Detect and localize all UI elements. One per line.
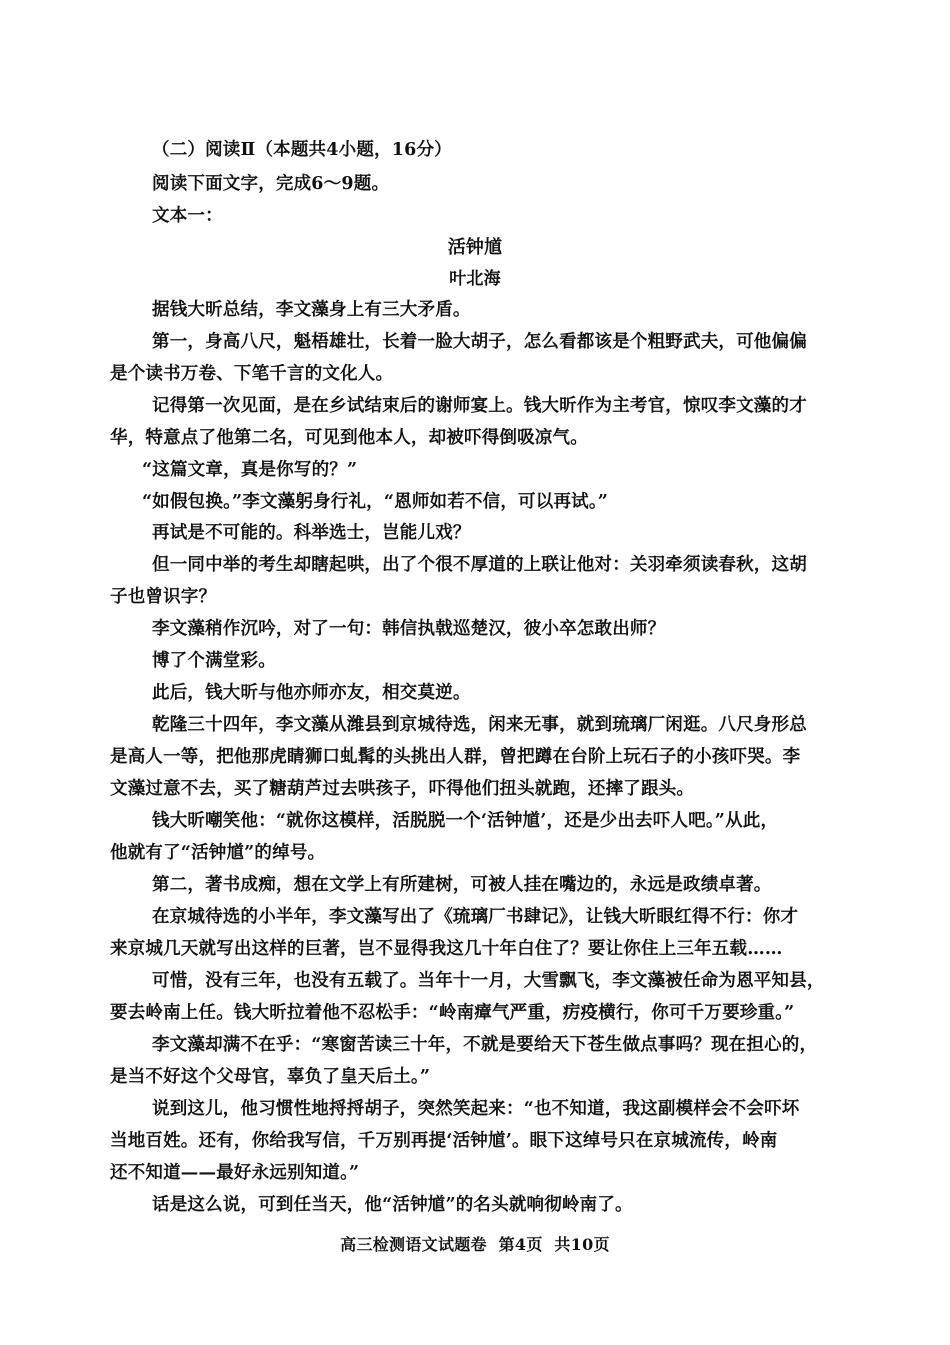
story-title: 活钟馗 bbox=[447, 237, 503, 258]
dialogue-line: “如假包换。”李文藻躬身行礼，“恩师如若不信，可以再试。” bbox=[142, 492, 609, 512]
paragraph-line: 是高人一等，把他那虎睛狮口虬髯的头挑出人群，曾把蹲在台阶上玩石子的小孩吓哭。李 bbox=[110, 747, 801, 767]
paragraph-line: 李文藻却满不在乎：“寒窗苦读三十年，不就是要给天下苍生做点事吗？现在担心的， bbox=[152, 1035, 818, 1055]
paragraph-line: 但一同中举的考生却瞎起哄，出了个很不厚道的上联让他对：关羽牵须读春秋，这胡 bbox=[152, 555, 807, 575]
paragraph-line: 此后，钱大昕与他亦师亦友，相交莫逆。 bbox=[152, 683, 471, 703]
section-heading: （二）阅读Ⅱ（本题共4小题，16分） bbox=[152, 140, 452, 160]
paragraph-line: 话是这么说，可到任当天，他“活钟馗”的名头就响彻岭南了。 bbox=[152, 1195, 633, 1215]
paragraph-line: 来京城几天就写出这样的巨著，岂不显得我这几十年白住了？要让你住上三年五载…… bbox=[110, 939, 783, 959]
paragraph-line: 说到这儿，他习惯性地捋捋胡子，突然笑起来：“也不知道，我这副模样会不会吓坏 bbox=[152, 1099, 800, 1119]
paragraph-line: 他就有了“活钟馗”的绰号。 bbox=[110, 843, 326, 863]
paragraph-line: 可惜，没有三年，也没有五载了。当年十一月，大雪飘飞，李文藻被任命为恩平知县， bbox=[152, 971, 825, 991]
paragraph-line: 再试是不可能的。科举选士，岂能儿戏？ bbox=[152, 523, 471, 543]
paragraph-line: 要去岭南上任。钱大昕拉着他不忍松手：“岭南瘴气严重，疠疫横行，你可千万要珍重。” bbox=[110, 1003, 795, 1023]
paragraph-line: 还不知道——最好永远别知道。” bbox=[110, 1163, 360, 1183]
story-author: 叶北海 bbox=[449, 269, 501, 289]
paragraph-line: 华，特意点了他第二名，可见到他本人，却被吓得倒吸凉气。 bbox=[110, 428, 588, 448]
paragraph-line: 李文藻稍作沉吟，对了一句：韩信执戟巡楚汉，彼小卒怎敢出师？ bbox=[152, 619, 666, 639]
page-footer: 高三检测语文试题卷 第4页 共10页 bbox=[340, 1235, 610, 1254]
paragraph-line: 当地百姓。还有，你给我写信，千万别再提‘活钟馗’。眼下这绰号只在京城流传，岭南 bbox=[110, 1131, 778, 1151]
paragraph-line: 在京城待选的小半年，李文藻写出了《琉璃厂书肆记》，让钱大昕眼红得不行：你才 bbox=[152, 907, 799, 927]
paragraph-line: 是当不好这个父母官，辜负了皇天后土。” bbox=[110, 1067, 431, 1087]
paragraph-line: 乾隆三十四年，李文藻从潍县到京城待选，闲来无事，就到琉璃厂闲逛。八尺身形总 bbox=[152, 715, 807, 735]
dialogue-line: “这篇文章，真是你写的？” bbox=[142, 460, 358, 480]
paragraph-line: 据钱大昕总结，李文藻身上有三大矛盾。 bbox=[152, 300, 471, 320]
paragraph-line: 博了个满堂彩。 bbox=[152, 651, 276, 671]
reading-instruction: 阅读下面文字，完成6～9题。 bbox=[152, 174, 390, 194]
paragraph-line: 第二，著书成痴，想在文学上有所建树，可被人挂在嘴边的，永远是政绩卓著。 bbox=[152, 875, 772, 895]
paragraph-line: 是个读书万卷、下笔千言的文化人。 bbox=[110, 364, 394, 384]
paragraph-line: 文藻过意不去，买了糖葫芦过去哄孩子，吓得他们扭头就跑，还摔了跟头。 bbox=[110, 779, 695, 799]
paragraph-line: 钱大昕嘲笑他：“就你这模样，活脱脱一个‘活钟馗’，还是少出去吓人吧。”从此， bbox=[152, 811, 779, 831]
paragraph-line: 记得第一次见面，是在乡试结束后的谢师宴上。钱大昕作为主考官，惊叹李文藻的才 bbox=[152, 396, 807, 416]
paragraph-line: 第一，身高八尺，魁梧雄壮，长着一脸大胡子，怎么看都该是个粗野武夫，可他偏偏 bbox=[152, 332, 807, 352]
paragraph-line: 子也曾识字？ bbox=[110, 587, 217, 607]
text-label: 文本一： bbox=[152, 206, 223, 226]
